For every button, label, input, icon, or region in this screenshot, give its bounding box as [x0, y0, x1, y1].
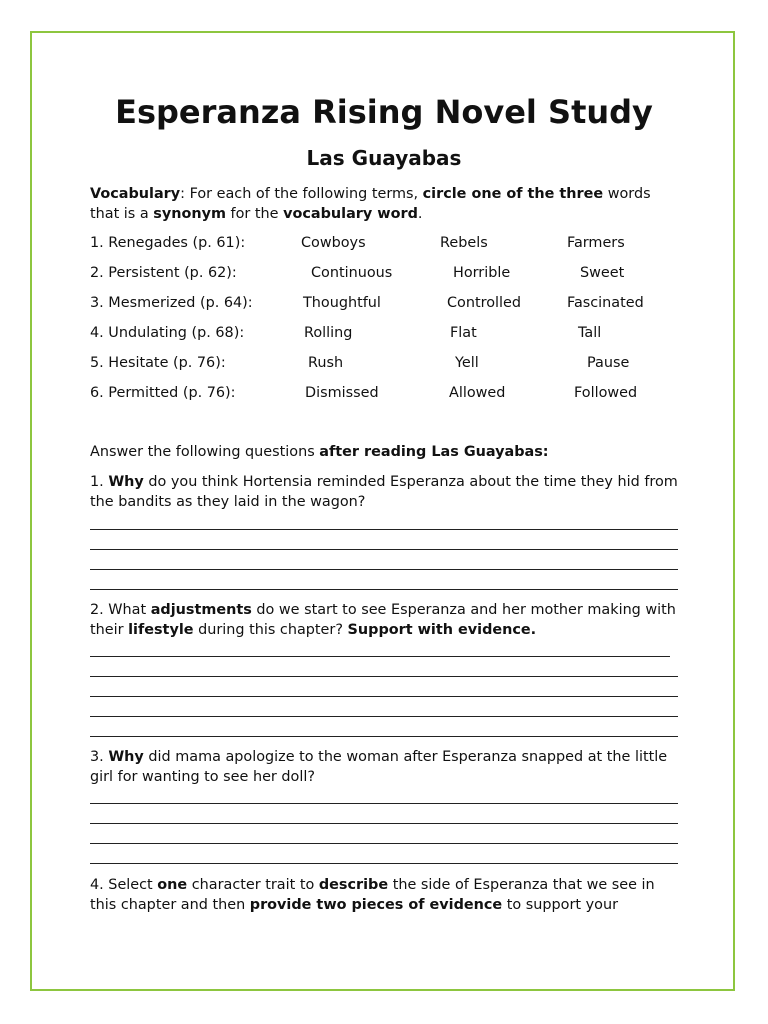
vocab-row: [90, 235, 680, 255]
questions-intro: Answer the following questions after reading Las Guayabas:: [90, 444, 549, 460]
vocab-term: 2. Persistent (p. 62):: [90, 265, 237, 281]
answer-line[interactable]: [90, 736, 678, 737]
vocab-term: 5. Hesitate (p. 76):: [90, 355, 226, 371]
vocab-term: 4. Undulating (p. 68):: [90, 325, 245, 341]
vocab-choice[interactable]: Cowboys: [301, 235, 366, 251]
vocab-label: Vocabulary: [90, 186, 181, 202]
answer-line[interactable]: [90, 716, 678, 717]
vocab-term: 6. Permitted (p. 76):: [90, 385, 236, 401]
vocab-choice[interactable]: Thoughtful: [303, 295, 381, 311]
chapter-subtitle: Las Guayabas: [306, 146, 462, 170]
vocab-row: [90, 385, 680, 405]
vocab-choice[interactable]: Pause: [587, 355, 630, 371]
answer-line[interactable]: [90, 863, 678, 864]
vocab-row: [90, 355, 680, 375]
vocab-choice[interactable]: Rolling: [304, 325, 353, 341]
vocab-row: [90, 325, 680, 345]
vocab-choice[interactable]: Tall: [578, 325, 602, 341]
answer-line[interactable]: [90, 676, 678, 677]
question-2: 2. What adjustments do we start to see Esperanza and her mother making with their lifestyle during this chapter? Support with evidence.: [90, 602, 676, 638]
answer-line[interactable]: [90, 823, 678, 824]
vocab-choice[interactable]: Allowed: [449, 385, 506, 401]
vocab-choice[interactable]: Dismissed: [305, 385, 379, 401]
answer-line[interactable]: [90, 843, 678, 844]
vocab-term: 3. Mesmerized (p. 64):: [90, 295, 253, 311]
vocab-choice[interactable]: Yell: [455, 355, 479, 371]
vocab-choice[interactable]: Rush: [308, 355, 344, 371]
vocab-choice[interactable]: Fascinated: [567, 295, 644, 311]
question-4: 4. Select one character trait to describe the side of Esperanza that we see in this chapter and then provide two pieces of evidence to support your: [90, 877, 655, 913]
answer-line[interactable]: [90, 696, 678, 697]
vocab-choice[interactable]: Followed: [574, 385, 638, 401]
vocab-term: 1. Renegades (p. 61):: [90, 235, 246, 251]
answer-line[interactable]: [90, 803, 678, 804]
answer-line[interactable]: [90, 549, 678, 550]
vocab-row: [90, 265, 680, 285]
vocab-choice[interactable]: Controlled: [447, 295, 522, 311]
vocab-choice[interactable]: Farmers: [567, 235, 625, 251]
question-1: 1. Why do you think Hortensia reminded Esperanza about the time they hid from the bandits as they laid in the wagon?: [90, 474, 678, 510]
answer-line[interactable]: [90, 529, 678, 530]
vocab-choice[interactable]: Horrible: [453, 265, 511, 281]
answer-line[interactable]: [90, 656, 670, 657]
vocab-row: [90, 295, 680, 315]
answer-line[interactable]: [90, 589, 678, 590]
vocab-choice[interactable]: Flat: [450, 325, 477, 341]
answer-line[interactable]: [90, 569, 678, 570]
vocab-choice[interactable]: Sweet: [580, 265, 625, 281]
question-3: 3. Why did mama apologize to the woman after Esperanza snapped at the little girl for wanting to see her doll?: [90, 749, 668, 785]
vocab-choice[interactable]: Continuous: [311, 265, 393, 281]
vocab-choice[interactable]: Rebels: [440, 235, 488, 251]
vocab-instructions: Vocabulary: For each of the following terms, circle one of the three words that is a synonym for the vocabulary word.: [90, 186, 651, 222]
page-title: Esperanza Rising Novel Study: [115, 93, 653, 131]
